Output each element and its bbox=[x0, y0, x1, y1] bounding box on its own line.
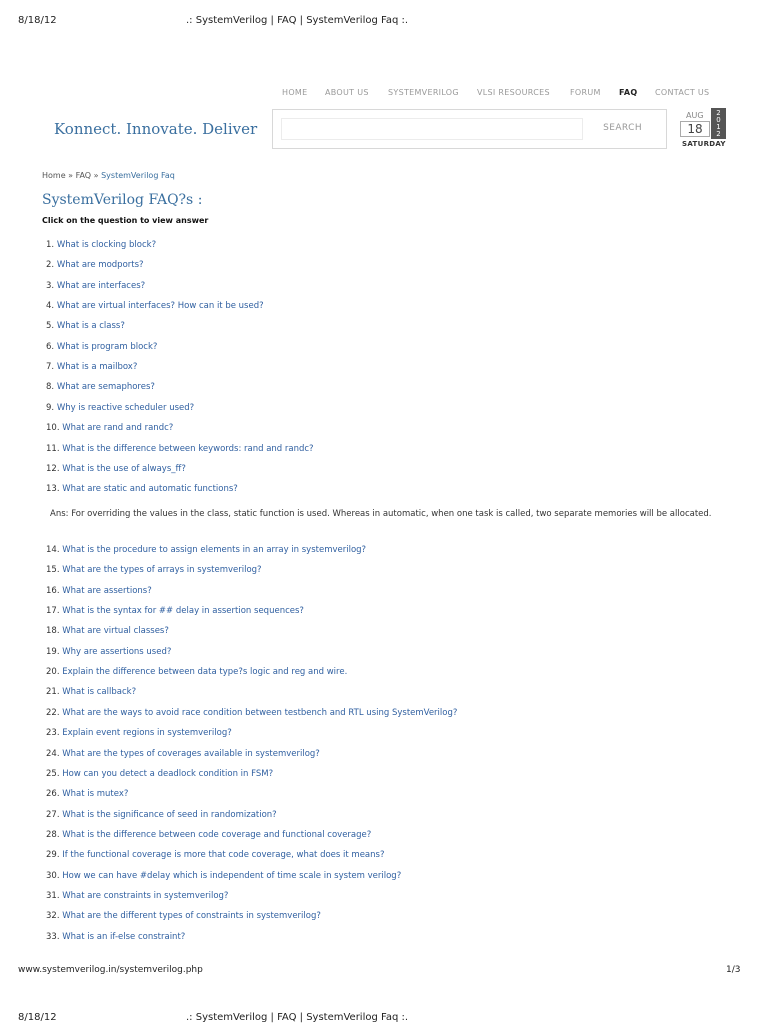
faq-question[interactable] bbox=[46, 667, 347, 677]
faq-question[interactable] bbox=[46, 647, 171, 657]
faq-question-number: 11. bbox=[46, 443, 63, 454]
print-date: 8/18/12 bbox=[18, 15, 57, 26]
faq-question-text[interactable]: Explain the difference between data type?s logic and reg and wire. bbox=[62, 667, 348, 678]
faq-question-text[interactable]: What are virtual interfaces? How can it be used? bbox=[56, 301, 264, 312]
nav-home[interactable]: HOME bbox=[282, 88, 308, 97]
faq-question-number: 12. bbox=[46, 463, 63, 474]
date-year-digit: 1 bbox=[716, 123, 721, 131]
date-year bbox=[711, 108, 726, 139]
faq-question-number: 13. bbox=[46, 484, 63, 495]
faq-question-text[interactable]: If the functional coverage is more that code coverage, what does it means? bbox=[62, 850, 385, 861]
nav-vlsi-resources[interactable]: VLSI RESOURCES bbox=[477, 88, 550, 97]
faq-question-text[interactable]: What is program block? bbox=[56, 341, 158, 352]
breadcrumb-current: SystemVerilog Faq bbox=[101, 171, 175, 180]
faq-question[interactable] bbox=[46, 342, 157, 352]
faq-question-number: 2. bbox=[46, 260, 57, 271]
faq-question-number: 22. bbox=[46, 707, 63, 718]
site-tagline[interactable]: Konnect. Innovate. Deliver bbox=[54, 120, 258, 138]
faq-question-text[interactable]: What is the difference between keywords: rand and randc? bbox=[62, 443, 314, 454]
date-month: AUG bbox=[686, 111, 704, 120]
faq-question-text[interactable]: What are the ways to avoid race condition between testbench and RTL using SystemVerilog? bbox=[62, 707, 458, 718]
faq-question-text[interactable]: What is the use of always_ff? bbox=[62, 463, 186, 474]
faq-question[interactable] bbox=[46, 260, 144, 270]
faq-question[interactable] bbox=[46, 281, 145, 291]
faq-question[interactable] bbox=[46, 606, 304, 616]
faq-question[interactable] bbox=[46, 789, 128, 799]
faq-question-number: 15. bbox=[46, 565, 63, 576]
faq-question[interactable] bbox=[46, 484, 238, 494]
faq-question[interactable] bbox=[46, 423, 173, 433]
faq-question[interactable] bbox=[46, 586, 152, 596]
faq-question[interactable] bbox=[46, 871, 401, 881]
faq-question[interactable] bbox=[46, 403, 194, 413]
nav-forum[interactable]: FORUM bbox=[570, 88, 601, 97]
faq-question-text[interactable]: What are virtual classes? bbox=[62, 626, 169, 637]
search-box bbox=[272, 109, 667, 149]
faq-question-text[interactable]: How we can have #delay which is independent of time scale in system verilog? bbox=[62, 870, 402, 881]
faq-question[interactable] bbox=[46, 728, 232, 738]
faq-question-number: 30. bbox=[46, 870, 63, 881]
footer-page-number: 1/3 bbox=[726, 965, 741, 975]
faq-question[interactable] bbox=[46, 708, 457, 718]
faq-question[interactable] bbox=[46, 240, 156, 250]
faq-question[interactable] bbox=[46, 687, 136, 697]
faq-question-number: 4. bbox=[46, 301, 57, 312]
faq-question-text[interactable]: What is callback? bbox=[62, 687, 137, 698]
faq-question[interactable] bbox=[46, 444, 314, 454]
faq-question-text[interactable]: What are modports? bbox=[56, 260, 144, 271]
faq-question[interactable] bbox=[46, 830, 371, 840]
faq-question-number: 6. bbox=[46, 341, 57, 352]
faq-question-text[interactable]: What are the types of coverages available in systemverilog? bbox=[62, 748, 320, 759]
faq-question-number: 8. bbox=[46, 382, 57, 393]
faq-question-text[interactable]: What are static and automatic functions? bbox=[62, 484, 238, 495]
faq-question-text[interactable]: What is an if-else constraint? bbox=[62, 931, 186, 942]
faq-question-text[interactable]: What are the different types of constraints in systemverilog? bbox=[62, 911, 321, 922]
faq-question-number: 16. bbox=[46, 585, 63, 596]
faq-question-number: 1. bbox=[46, 240, 57, 250]
faq-question-text[interactable]: What is the difference between code coverage and functional coverage? bbox=[62, 829, 372, 840]
faq-question[interactable] bbox=[46, 850, 384, 860]
answer-text: Ans: For overriding the values in the class, static function is used. Whereas in automatic, when one task is called, two separate memories will be allocated. bbox=[50, 509, 712, 519]
faq-question-number: 27. bbox=[46, 809, 63, 820]
faq-question[interactable] bbox=[46, 382, 155, 392]
faq-question-text[interactable]: What are assertions? bbox=[62, 585, 152, 596]
breadcrumb-separator: » bbox=[65, 171, 76, 180]
breadcrumb-home[interactable]: Home bbox=[42, 171, 66, 180]
faq-question-number: 21. bbox=[46, 687, 63, 698]
faq-question[interactable] bbox=[46, 565, 262, 575]
faq-question[interactable] bbox=[46, 321, 125, 331]
faq-question-number: 26. bbox=[46, 789, 63, 800]
faq-question-number: 7. bbox=[46, 362, 57, 373]
faq-question[interactable] bbox=[46, 362, 137, 372]
print-title: .: SystemVerilog | FAQ | SystemVerilog Faq :. bbox=[186, 15, 409, 26]
faq-question-text[interactable]: What are interfaces? bbox=[56, 280, 146, 291]
faq-question-number: 3. bbox=[46, 280, 57, 291]
faq-question-number: 31. bbox=[46, 890, 63, 901]
faq-question-number: 18. bbox=[46, 626, 63, 637]
instruction-text: Click on the question to view answer bbox=[42, 216, 209, 225]
faq-question[interactable] bbox=[46, 911, 321, 921]
faq-question[interactable] bbox=[46, 749, 320, 759]
breadcrumb-separator: » bbox=[91, 171, 102, 180]
faq-question[interactable] bbox=[46, 464, 186, 474]
date-weekday: SATURDAY bbox=[682, 140, 726, 148]
faq-question-number: 14. bbox=[46, 545, 63, 555]
faq-question-text[interactable]: What are constraints in systemverilog? bbox=[62, 890, 229, 901]
faq-question[interactable] bbox=[46, 932, 185, 942]
faq-question-text[interactable]: What is the procedure to assign elements in an array in systemverilog? bbox=[62, 545, 367, 555]
faq-question-number: 29. bbox=[46, 850, 63, 861]
faq-question-number: 33. bbox=[46, 931, 63, 942]
nav-contact-us[interactable]: CONTACT US bbox=[655, 88, 710, 97]
faq-question-text[interactable]: What is the significance of seed in randomization? bbox=[62, 809, 277, 820]
nav-faq[interactable]: FAQ bbox=[619, 88, 638, 97]
faq-question-number: 25. bbox=[46, 768, 63, 779]
search-button[interactable]: SEARCH bbox=[603, 123, 642, 133]
faq-question-number: 32. bbox=[46, 911, 63, 922]
faq-question-text[interactable]: What are the types of arrays in systemverilog? bbox=[62, 565, 262, 576]
faq-question-text[interactable]: What is a class? bbox=[56, 321, 125, 332]
faq-question-text[interactable]: What is clocking block? bbox=[56, 240, 157, 250]
next-page-title: .: SystemVerilog | FAQ | SystemVerilog Faq :. bbox=[186, 1012, 409, 1023]
faq-question-number: 17. bbox=[46, 606, 63, 617]
faq-question-text[interactable]: Why is reactive scheduler used? bbox=[56, 402, 195, 413]
faq-question[interactable] bbox=[46, 769, 273, 779]
next-page-date: 8/18/12 bbox=[18, 1012, 57, 1023]
faq-question-number: 10. bbox=[46, 423, 63, 434]
faq-question-number: 9. bbox=[46, 402, 57, 413]
date-day: 18 bbox=[680, 121, 710, 137]
faq-question-number: 5. bbox=[46, 321, 57, 332]
faq-question-text[interactable]: What is mutex? bbox=[62, 789, 129, 800]
date-year-digit: 0 bbox=[716, 116, 721, 124]
faq-question-text[interactable]: What are rand and randc? bbox=[62, 423, 174, 434]
footer-url: www.systemverilog.in/systemverilog.php bbox=[18, 965, 203, 975]
faq-question-number: 23. bbox=[46, 728, 63, 739]
faq-question-text[interactable]: Why are assertions used? bbox=[62, 646, 172, 657]
faq-question-text[interactable]: What are semaphores? bbox=[56, 382, 155, 393]
faq-question-number: 28. bbox=[46, 829, 63, 840]
nav-systemverilog[interactable]: SYSTEMVERILOG bbox=[388, 88, 459, 97]
search-input[interactable] bbox=[281, 118, 583, 140]
date-year-digit: 2 bbox=[716, 109, 721, 117]
faq-question-text[interactable]: What is the syntax for ## delay in assertion sequences? bbox=[62, 606, 304, 617]
faq-question[interactable] bbox=[46, 810, 277, 820]
breadcrumb-faq[interactable]: FAQ bbox=[75, 171, 92, 180]
faq-question[interactable] bbox=[46, 301, 264, 311]
faq-question-number: 20. bbox=[46, 667, 63, 678]
faq-question-text[interactable]: Explain event regions in systemverilog? bbox=[62, 728, 232, 739]
nav-about-us[interactable]: ABOUT US bbox=[325, 88, 369, 97]
faq-question-number: 19. bbox=[46, 646, 63, 657]
faq-question[interactable] bbox=[46, 891, 228, 901]
faq-question[interactable] bbox=[46, 545, 366, 555]
date-year-digit: 2 bbox=[716, 130, 721, 138]
faq-question-text[interactable]: How can you detect a deadlock condition in FSM? bbox=[62, 768, 274, 779]
faq-question-number: 24. bbox=[46, 748, 63, 759]
breadcrumb bbox=[42, 171, 175, 180]
faq-question-text[interactable]: What is a mailbox? bbox=[56, 362, 138, 373]
faq-question[interactable] bbox=[46, 626, 169, 636]
page-title: SystemVerilog FAQ?s : bbox=[42, 192, 203, 208]
